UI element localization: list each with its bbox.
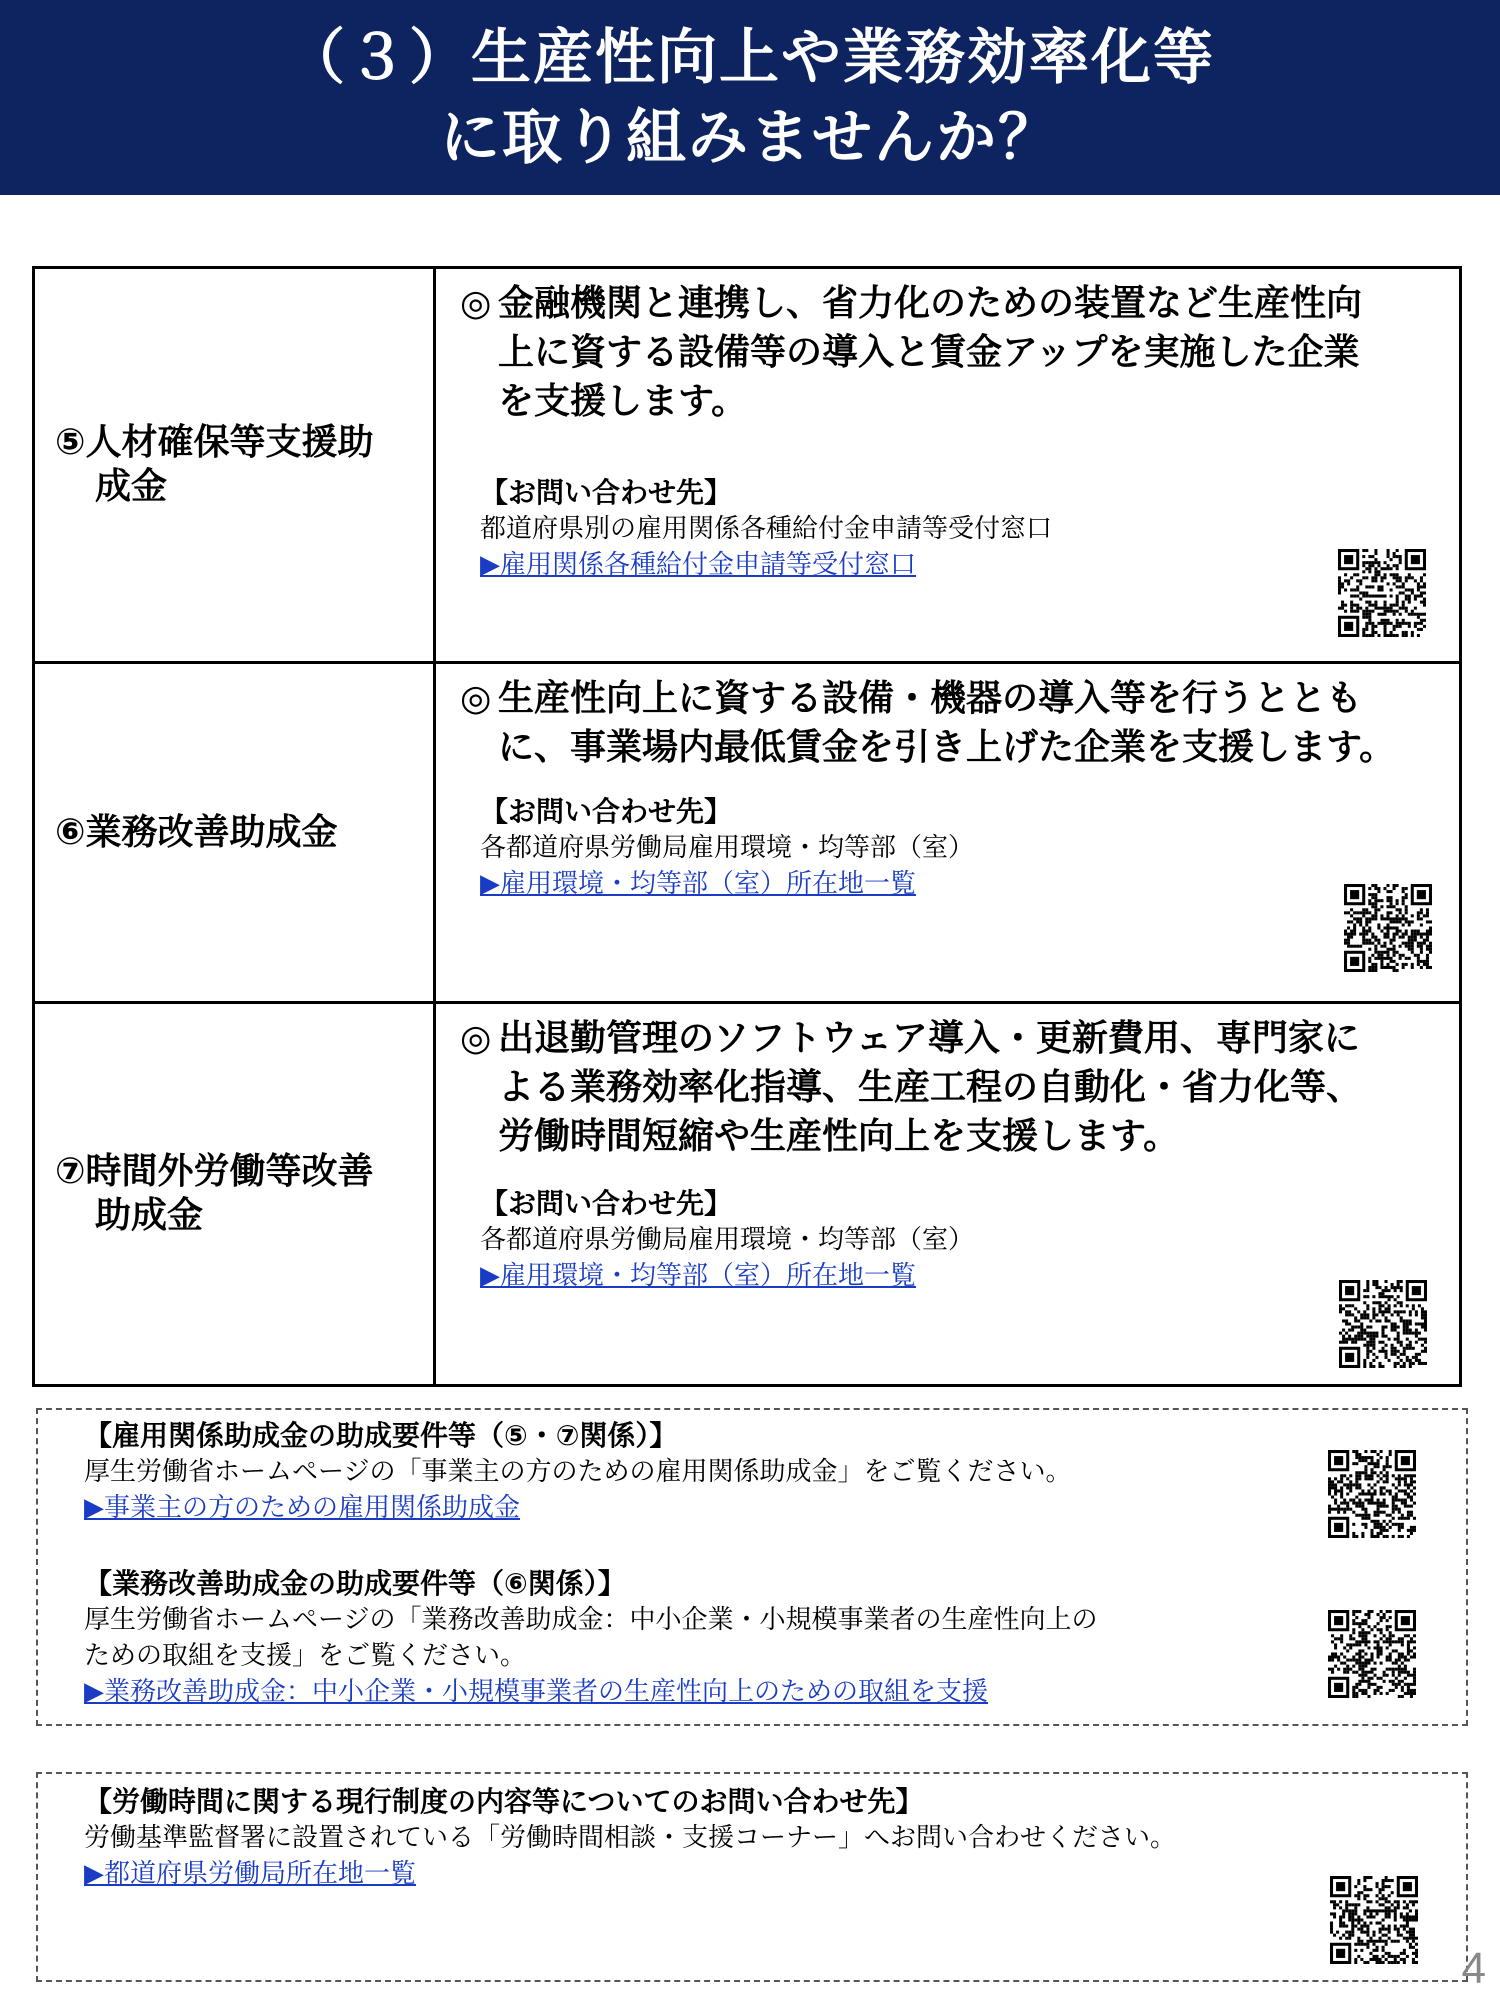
contact-text: 各都道府県労働局雇用環境・均等部（室） bbox=[480, 1225, 975, 1255]
contact-text: 都道府県別の雇用関係各種給付金申請等受付窓口 bbox=[480, 514, 1053, 544]
labor-hours-box bbox=[36, 1772, 1468, 1982]
description-line: 労働時間短縮や生産性向上を支援します。 bbox=[498, 1116, 1180, 1157]
section-link[interactable]: ▶業務改善助成金：中小企業・小規模事業者の生産性向上のための取組を支援 bbox=[84, 1677, 988, 1707]
subsidy-detail-cell bbox=[435, 268, 1461, 663]
employment-subsidy-section bbox=[84, 1418, 1071, 1526]
subsidy-description bbox=[436, 1004, 1459, 1161]
contact-title: 【お問い合わせ先】 bbox=[480, 476, 733, 509]
section-link[interactable]: ▶事業主の方のための雇用関係助成金 bbox=[84, 1493, 520, 1523]
section-title: 【雇用関係助成金の助成要件等（⑤・⑦関係）】 bbox=[84, 1419, 678, 1452]
section-title: 【業務改善助成金の助成要件等（⑥関係）】 bbox=[84, 1567, 626, 1600]
qr-code-icon[interactable] bbox=[1328, 1450, 1416, 1538]
subsidy-name-cell bbox=[34, 268, 435, 663]
contact-block bbox=[480, 794, 974, 902]
section-text: ための取組を支援」をご覧ください。 bbox=[84, 1641, 527, 1671]
section-text: 厚生労働省ホームページの「業務改善助成金：中小企業・小規模事業者の生産性向上の bbox=[84, 1605, 1098, 1635]
requirements-box bbox=[36, 1408, 1468, 1726]
subsidy-name-line: ⑥業務改善助成金 bbox=[55, 811, 338, 853]
contact-title: 【お問い合わせ先】 bbox=[480, 795, 733, 828]
header-title-line2: に取り組みませんか？ bbox=[440, 103, 1060, 173]
table-row bbox=[34, 1003, 1461, 1386]
subsidy-name-line: ⑤人材確保等支援助 bbox=[55, 422, 374, 463]
subsidy-description bbox=[436, 269, 1459, 426]
contact-text: 各都道府県労働局雇用環境・均等部（室） bbox=[480, 833, 975, 863]
section-title: 【労働時間に関する現行制度の内容等についてのお問い合わせ先】 bbox=[84, 1785, 924, 1818]
subsidy-detail-cell bbox=[435, 1003, 1461, 1386]
subsidy-detail-cell bbox=[435, 663, 1461, 1003]
double-circle-mark: ◎ bbox=[460, 1018, 492, 1059]
description-line: 生産性向上に資する設備・機器の導入等を行うととも bbox=[498, 678, 1363, 719]
subsidy-name-line: 成金 bbox=[95, 466, 168, 507]
subsidy-description bbox=[436, 664, 1459, 772]
business-improvement-section bbox=[84, 1566, 1097, 1710]
double-circle-mark: ◎ bbox=[460, 678, 492, 719]
contact-link[interactable]: ▶雇用環境・均等部（室）所在地一覧 bbox=[480, 1261, 916, 1291]
page-header bbox=[0, 0, 1500, 195]
section-text: 労働基準監督署に設置されている「労働時間相談・支援コーナー」へお問い合わせください。 bbox=[84, 1823, 1177, 1853]
qr-code-icon[interactable] bbox=[1339, 1280, 1427, 1368]
contact-link[interactable]: ▶雇用関係各種給付金申請等受付窓口 bbox=[480, 550, 916, 580]
contact-link[interactable]: ▶雇用環境・均等部（室）所在地一覧 bbox=[480, 869, 916, 899]
double-circle-mark: ◎ bbox=[460, 283, 492, 324]
section-link[interactable]: ▶都道府県労働局所在地一覧 bbox=[84, 1859, 416, 1889]
subsidy-name-line: 助成金 bbox=[95, 1195, 204, 1236]
subsidy-name-cell bbox=[34, 663, 435, 1003]
description-line: 上に資する設備等の導入と賃金アップを実施した企業 bbox=[498, 332, 1360, 373]
table-row bbox=[34, 663, 1461, 1003]
table-row bbox=[34, 268, 1461, 663]
qr-code-icon[interactable] bbox=[1330, 1876, 1418, 1964]
labor-hours-section bbox=[84, 1784, 1176, 1892]
qr-code-icon[interactable] bbox=[1328, 1610, 1416, 1698]
description-line: 金融機関と連携し、省力化のための装置など生産性向 bbox=[498, 283, 1363, 324]
subsidy-name-line: ⑦時間外労働等改善 bbox=[55, 1151, 374, 1192]
description-line: に、事業場内最低賃金を引き上げた企業を支援します。 bbox=[498, 727, 1396, 768]
description-line: 出退勤管理のソフトウェア導入・更新費用、専門家に bbox=[498, 1018, 1360, 1059]
subsidy-name-cell bbox=[34, 1003, 435, 1386]
contact-block bbox=[480, 475, 1052, 583]
description-line: を支援します。 bbox=[498, 381, 748, 422]
contact-title: 【お問い合わせ先】 bbox=[480, 1187, 733, 1220]
qr-code-icon[interactable] bbox=[1344, 884, 1432, 972]
subsidy-table bbox=[32, 266, 1462, 1387]
page-number: 4 bbox=[1461, 1944, 1486, 1993]
contact-block bbox=[480, 1186, 974, 1294]
qr-code-icon[interactable] bbox=[1338, 549, 1426, 637]
description-line: よる業務効率化指導、生産工程の自動化・省力化等、 bbox=[498, 1067, 1363, 1108]
section-text: 厚生労働省ホームページの「事業主の方のための雇用関係助成金」をご覧ください。 bbox=[84, 1457, 1072, 1487]
header-title-line1: （３）生産性向上や業務効率化等 bbox=[285, 23, 1215, 93]
